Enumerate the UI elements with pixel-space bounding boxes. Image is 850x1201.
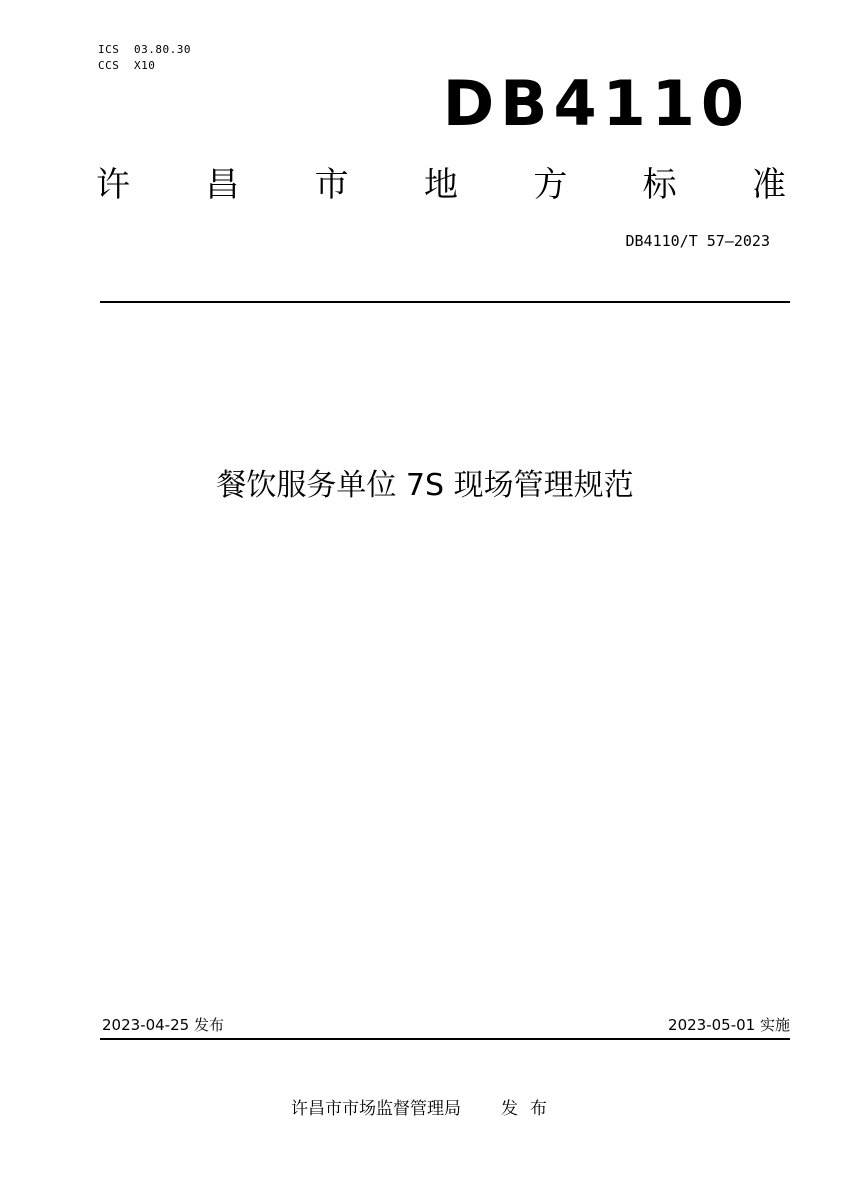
standard-type-char: 标: [642, 165, 677, 205]
publish-date: 2023-04-25 发布: [102, 1016, 224, 1034]
standard-type-char: 地: [423, 165, 458, 205]
standard-type-heading: [96, 160, 786, 210]
ics-code: 03.80.30: [134, 43, 191, 56]
ccs-code: X10: [134, 59, 156, 72]
ics-row: [98, 42, 191, 58]
standard-type-char: 昌: [205, 165, 240, 205]
db-code-mark: DB4110: [442, 67, 750, 140]
document-title: 餐饮服务单位 7S 现场管理规范: [216, 468, 634, 503]
issuer-line: [0, 1096, 850, 1122]
issuer-name: 许昌市市场监督管理局: [291, 1099, 461, 1119]
ccs-row: [98, 58, 191, 74]
ccs-label: CCS: [98, 59, 120, 72]
standard-type-char: 准: [751, 165, 786, 205]
standard-type-char: 方: [533, 165, 568, 205]
implement-date: 2023-05-01 实施: [668, 1016, 790, 1034]
standard-type-char: 许: [96, 165, 130, 205]
issuer-action: 发布: [501, 1099, 559, 1119]
standard-type-char: 市: [314, 165, 349, 205]
classification-codes: [98, 42, 191, 74]
ics-label: ICS: [98, 43, 120, 56]
standard-number: DB4110/T 57—2023: [625, 232, 770, 250]
top-divider: [100, 301, 790, 303]
bottom-divider: [100, 1038, 790, 1040]
